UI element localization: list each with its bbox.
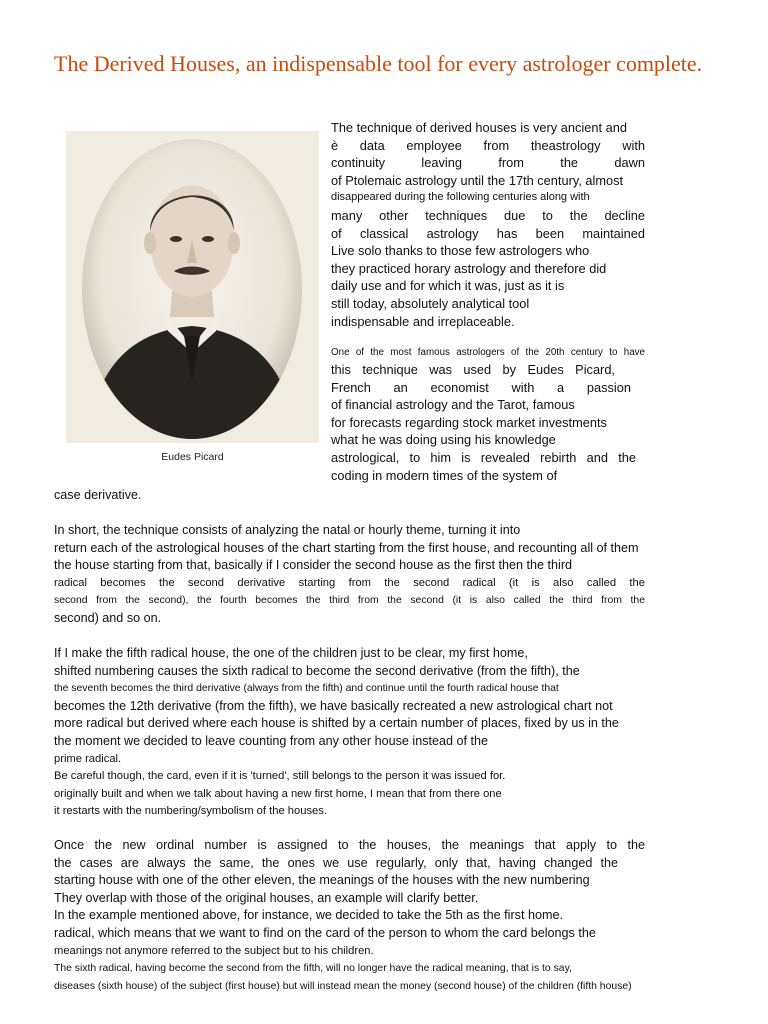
page-title: The Derived Houses, an indispensable tool for every astrologer complete.	[54, 51, 703, 76]
text-line: what he was doing using his knowledge	[331, 432, 556, 448]
text-line: diseases (sixth house) of the subject (first house) but will instead mean the money (second house) of the children (fifth house)	[54, 981, 632, 993]
continuation-line	[54, 487, 645, 505]
text-line: this technique was used by Eudes Picard,	[331, 362, 615, 377]
text-line: shifted numbering causes the sixth radical to become the second derivative (from the fifth), the	[54, 663, 580, 678]
text-line: radical, which means that we want to find on the card of the person to whom the card belongs the	[54, 925, 596, 940]
text-line: the cases are always the same, the ones we use regularly, only that, having changed the	[54, 855, 618, 870]
text-line: becomes the 12th derivative (from the fifth), we have basically recreated a new astrological chart not	[54, 698, 613, 713]
portrait-photo	[66, 131, 319, 443]
text-line: If I make the fifth radical house, the one of the children just to be clear, my first home,	[54, 646, 528, 660]
text-line: meanings not anymore referred to the subject but to his children.	[54, 944, 374, 957]
technique-paragraph	[54, 522, 645, 628]
text-line: radical becomes the second derivative starting from the second radical (it is also called the	[54, 576, 645, 589]
text-line: of financial astrology and the Tarot, famous	[331, 397, 575, 413]
text-line: they practiced horary astrology and therefore did	[331, 260, 607, 276]
text-line: second from the second), the fourth becomes the third from the second (it is also called the third from the	[54, 595, 645, 607]
text-line: Live solo thanks to those few astrologers who	[331, 243, 590, 259]
text-line: many other techniques due to the decline	[331, 207, 645, 223]
text-line: astrological, to him is revealed rebirth and the	[331, 449, 636, 465]
meanings-paragraph	[54, 837, 645, 996]
text-line: è data employee from theastrology with	[331, 137, 645, 153]
text-line: it restarts with the numbering/symbolism of the houses.	[54, 805, 327, 818]
text-line: the seventh becomes the third derivative (always from the fifth) and continue until the fourth radical house that	[54, 683, 559, 695]
text-line: French an economist with a passion	[331, 379, 631, 395]
photo-caption: Eudes Picard	[161, 451, 224, 463]
text-line: The sixth radical, having become the second from the fifth, will no longer have the radical meaning, that is to say,	[54, 963, 572, 975]
text-line: second) and so on.	[54, 610, 162, 625]
text-line: the house starting from that, basically if I consider the second house as the first then the third	[54, 558, 573, 573]
text-line: return each of the astrological houses of the chart starting from the first house, and recounting all of them	[54, 540, 639, 555]
text-line: for forecasts regarding stock market investments	[331, 414, 607, 430]
text-line: In the example mentioned above, for instance, we decided to take the 5th as the first home.	[54, 908, 563, 923]
text-line: In short, the technique consists of analyzing the natal or hourly theme, turning it into	[54, 523, 521, 537]
text-line: more radical but derived where each house is shifted by a certain number of places, fixed by us in the	[54, 716, 619, 731]
text-line: daily use and for which it was, just as it is	[331, 278, 565, 294]
text-line: prime radical.	[54, 752, 122, 765]
intro-paragraph	[331, 119, 645, 330]
text-line: of classical astrology has been maintained	[331, 225, 645, 241]
text-line: indispensable and irreplaceable.	[331, 313, 515, 329]
example-paragraph	[54, 645, 645, 821]
text-line: One of the most famous astrologers of the 20th century to have	[331, 347, 645, 358]
text-line: the moment we decided to leave counting from any other house instead of the	[54, 733, 489, 748]
text-line: case derivative.	[54, 488, 142, 502]
text-line: starting house with one of the other eleven, the meanings of the houses with the new numbering	[54, 873, 590, 888]
text-line: coding in modern times of the system of	[331, 467, 558, 483]
text-line: They overlap with those of the original houses, an example will clarify better.	[54, 890, 479, 905]
text-line: continuity leaving from the dawn	[331, 155, 645, 171]
picard-paragraph	[331, 345, 645, 484]
text-line: Be careful though, the card, even if it is 'turned', still belongs to the person it was issued for.	[54, 770, 506, 783]
text-line: still today, absolutely analytical tool	[331, 295, 530, 311]
text-line: originally built and when we talk about having a new first home, I mean that from there one	[54, 787, 502, 800]
text-line: The technique of derived houses is very ancient and	[331, 120, 627, 135]
text-line: of Ptolemaic astrology until the 17th century, almost	[331, 172, 624, 188]
text-line: disappeared during the following centuries along with	[331, 191, 590, 204]
text-line: Once the new ordinal number is assigned to the houses, the meanings that apply to the	[54, 838, 645, 852]
